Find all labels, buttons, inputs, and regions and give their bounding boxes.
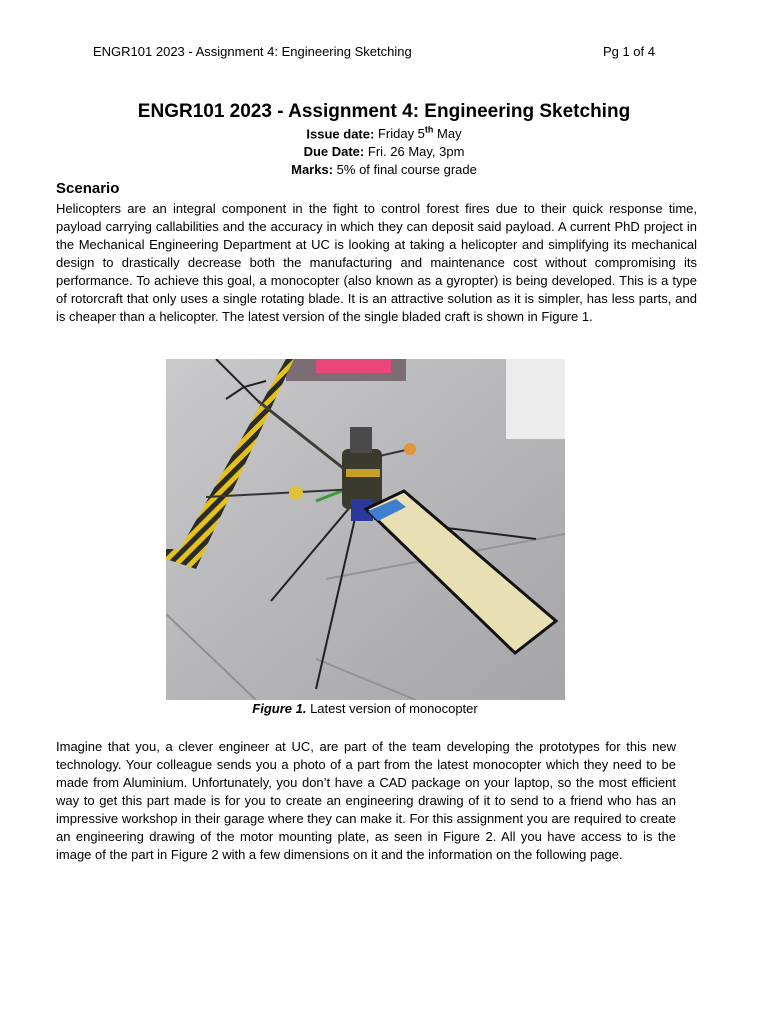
marks-line bbox=[0, 162, 768, 177]
assignment-paragraph: Imagine that you, a clever engineer at UC, are part of the team developing the prototypes for this new technology. Your colleague sends you a photo of a part from the latest monocopter which they need to be made from Aluminium. Unfortunately, you don’t have a CAD package on your laptop, so the most efficient way to get this part made is for you to create an engineering drawing of it to send to a friend who has an impressive workshop in their garage where they can make it. For this assignment you are required to create an engineering drawing of the motor mounting plate, as seen in Figure 2. All you have access to is the image of the part in Figure 2 with a few dimensions on it and the information on the following page. bbox=[56, 739, 676, 862]
issue-date-value: Friday 5th May bbox=[377, 125, 462, 142]
issue-date-line bbox=[0, 125, 768, 141]
monocopter-photo-illustration bbox=[166, 359, 565, 700]
page-number: Pg 1 of 4 bbox=[602, 44, 655, 59]
marks-value: 5% of final course grade bbox=[336, 162, 477, 177]
figure-1-label: Figure 1. bbox=[252, 701, 307, 716]
due-date-label: Due Date: bbox=[303, 144, 365, 159]
page-header bbox=[93, 44, 655, 60]
marks-label: Marks: bbox=[291, 162, 334, 177]
document-title: ENGR101 2023 - Assignment 4: Engineering Sketching bbox=[137, 101, 631, 122]
header-title: ENGR101 2023 - Assignment 4: Engineering Sketching bbox=[93, 44, 412, 59]
due-date-value: Fri. 26 May, 3pm bbox=[367, 144, 465, 159]
scenario-heading: Scenario bbox=[56, 180, 120, 197]
due-date-line bbox=[0, 144, 768, 159]
figure-1-caption-text: Latest version of monocopter bbox=[310, 701, 478, 716]
issue-date-label: Issue date: bbox=[306, 126, 375, 142]
scenario-paragraph: Helicopters are an integral component in the fight to control forest fires due to their quick response time, payload carrying callabilities and the accuracy in which they can deposit said payload. A current PhD project in the Mechanical Engineering Department at UC is looking at taking a helicopter and simplifying its mechanical design to drastically decrease both the manufacturing and maintenance cost without compromising its performance. To achieve this goal, a monocopter (also known as a gyropter) is being developed. This is a type of rotorcraft that only uses a single rotating blade. It is an attractive solution as it is simpler, has less parts, and is cheaper than a helicopter. The latest version of the single bladed craft is shown in Figure 1. bbox=[56, 201, 697, 324]
monocopter-photo bbox=[166, 359, 565, 700]
figure-1-caption bbox=[0, 701, 730, 716]
